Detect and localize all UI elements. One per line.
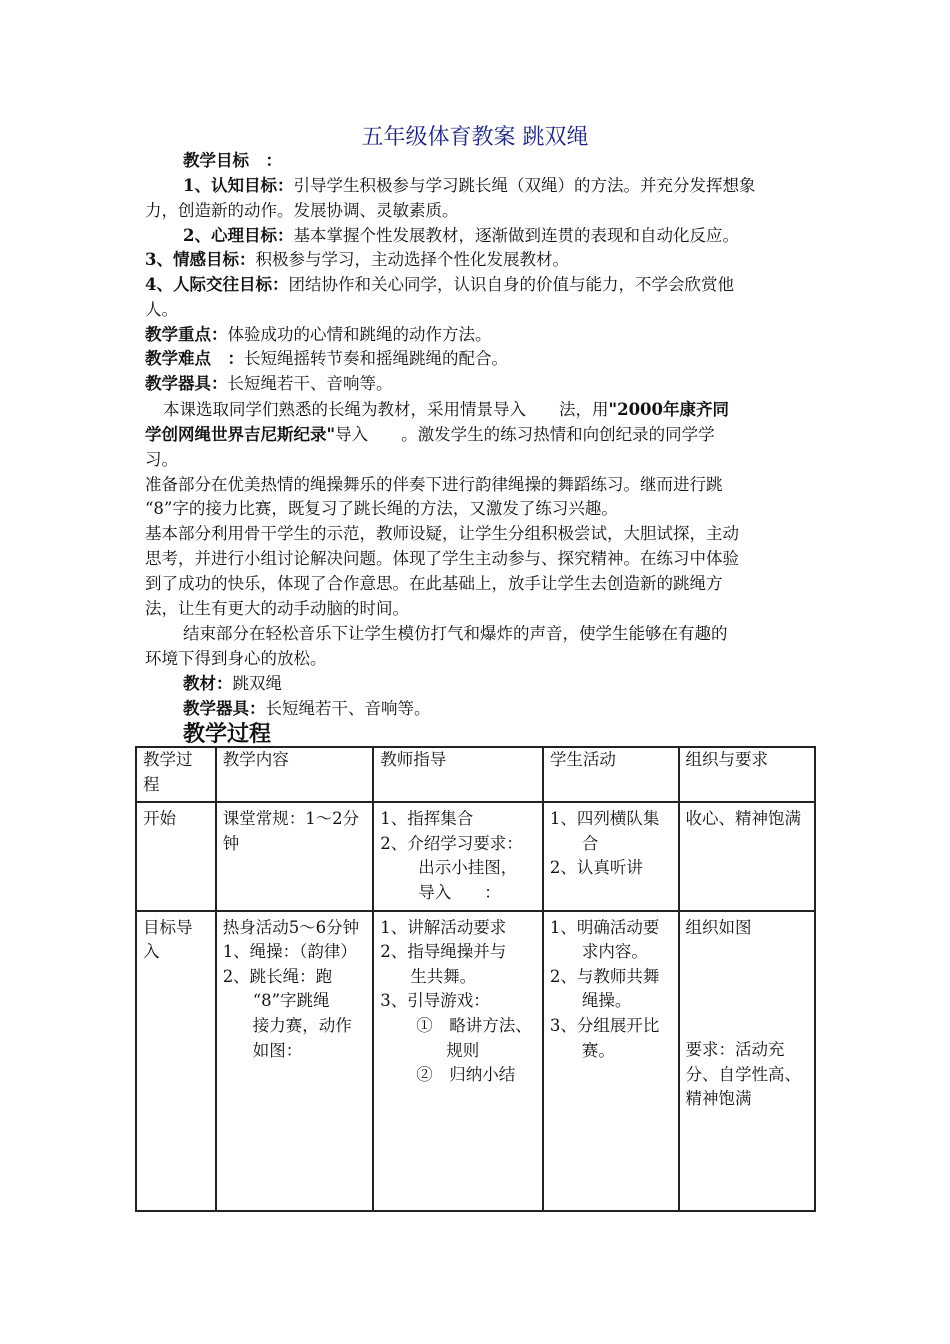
row1-teacher-item: 出示小挂图，	[418, 858, 518, 878]
ending-line-1: 结束部分在轻松音乐下让学生模仿打气和爆炸的声音，使学生能够在有趣的	[183, 624, 728, 643]
row2-teacher-item: 生共舞。	[410, 966, 477, 986]
goal-cognitive: 1、认知目标：引导学生积极参与学习跳长绳（双绳）的方法。并充分发挥想象	[183, 176, 756, 195]
intro-line-3: 习。	[145, 450, 178, 469]
row2-org-requirements: 要求：活动充分、自学性高、精神饱满	[685, 1040, 802, 1109]
row1-stage: 开始	[136, 802, 216, 910]
document-title: 五年级体育教案 跳双绳	[361, 125, 589, 150]
goal-interpersonal: 4、人际交往目标：团结协作和关心同学，认识自身的价值与能力，不学会欣赏他	[145, 275, 734, 294]
row2-teacher-item: 3、引导游戏：	[380, 991, 490, 1011]
row2-content-item: “8”字跳绳	[252, 991, 330, 1011]
table-row-goal-intro	[136, 911, 815, 1211]
row2-content-item: 2、跳长绳：跑	[222, 966, 333, 986]
difficulty: 教学难点 ：长短绳摇转节奏和摇绳跳绳的配合。	[145, 349, 508, 368]
ending-line-2: 环境下得到身心的放松。	[145, 649, 327, 668]
row1-organization: 收心、精神饱满	[679, 802, 815, 910]
row2-student-item: 2、与教师共舞	[549, 966, 660, 986]
row1-student-item: 1、四列横队集合	[549, 809, 660, 853]
goal-interpersonal-cont: 人。	[145, 300, 178, 319]
row2-student-item: 赛。	[581, 1040, 615, 1060]
row1-teacher-item: 2、介绍学习要求：	[380, 833, 523, 853]
row1-teacher	[373, 802, 543, 910]
row2-student-item: 绳操。	[581, 991, 632, 1011]
prep-line-2: “8”字的接力比赛，既复习了跳长绳的方法，又激发了练习兴趣。	[145, 499, 618, 518]
process-heading: 教学过程	[183, 721, 272, 747]
material: 教材：跳双绳	[183, 674, 282, 693]
header-stage: 教学过程	[136, 747, 216, 802]
basic-line-2: 思考，并进行小组讨论解决问题。体现了学生主动参与、探究精神。在练习中体验	[145, 549, 739, 568]
row2-content-item: 1、绳操：（韵律）	[222, 942, 357, 962]
goals-heading: 教学目标 ：	[183, 151, 282, 170]
row2-student-item: 求内容。	[581, 942, 648, 962]
header-organization: 组织与要求	[679, 747, 815, 802]
row2-teacher-item: ① 略讲方法、	[416, 1015, 532, 1035]
basic-line-1: 基本部分利用骨干学生的示范，教师设疑，让学生分组积极尝试，大胆试探，主动	[145, 524, 739, 543]
key-point: 教学重点：体验成功的心情和跳绳的动作方法。	[145, 325, 492, 344]
row2-student-item: 3、分组展开比	[549, 1015, 660, 1035]
equipment-2: 教学器具：长短绳若干、音响等。	[183, 699, 431, 718]
goal-cognitive-cont: 力，创造新的动作。发展协调、灵敏素质。	[145, 201, 459, 220]
row1-student-item: 2、认真听讲	[549, 858, 643, 878]
header-student: 学生活动	[543, 747, 679, 802]
row2-organization	[679, 911, 815, 1211]
intro-line-1: 本课选取同学们熟悉的长绳为教材，采用情景导入 法，用"2000年康齐同	[163, 400, 730, 419]
row1-content: 课堂常规：1～2分钟	[216, 802, 374, 910]
header-teacher: 教师指导	[373, 747, 543, 802]
process-table	[135, 746, 816, 1212]
goal-psychological: 2、心理目标：基本掌握个性发展教材，逐渐做到连贯的表现和自动化反应。	[183, 226, 739, 245]
row2-org-layout: 组织如图	[685, 917, 752, 937]
row1-teacher-item: 1、指挥集合	[380, 809, 474, 829]
row2-teacher-item: 1、讲解活动要求	[380, 917, 507, 937]
row2-content-item: 接力赛，动作	[252, 1015, 352, 1035]
row2-teacher-item: ② 归纳小结	[416, 1065, 516, 1085]
header-content: 教学内容	[216, 747, 374, 802]
table-header-row	[136, 747, 815, 802]
row2-teacher	[373, 911, 543, 1211]
row2-stage: 目标导入	[136, 911, 216, 1211]
row2-student	[543, 911, 679, 1211]
prep-line-1: 准备部分在优美热情的绳操舞乐的伴奏下进行韵律绳操的舞蹈练习。继而进行跳	[145, 475, 723, 494]
basic-line-3: 到了成功的快乐，体现了合作意思。在此基础上，放手让学生去创造新的跳绳方	[145, 574, 723, 593]
row2-content	[216, 911, 374, 1211]
row1-student	[543, 802, 679, 910]
row1-teacher-item: 导入 ：	[418, 882, 501, 902]
basic-line-4: 法，让生有更大的动手动脑的时间。	[145, 599, 409, 618]
row2-content-item: 热身活动5～6分钟	[222, 917, 360, 937]
goal-emotional: 3、情感目标：积极参与学习，主动选择个性化发展教材。	[145, 250, 569, 269]
equipment: 教学器具：长短绳若干、音响等。	[145, 374, 393, 393]
row2-student-item: 1、明确活动要	[549, 917, 660, 937]
row2-teacher-item: 规则	[446, 1040, 480, 1060]
table-row-start	[136, 802, 815, 910]
row2-teacher-item: 2、指导绳操并与	[380, 942, 507, 962]
intro-line-2: 学创网绳世界吉尼斯纪录"导入 。激发学生的练习热情和向创纪录的同学学	[145, 425, 715, 444]
row2-content-item: 如图：	[252, 1040, 303, 1060]
